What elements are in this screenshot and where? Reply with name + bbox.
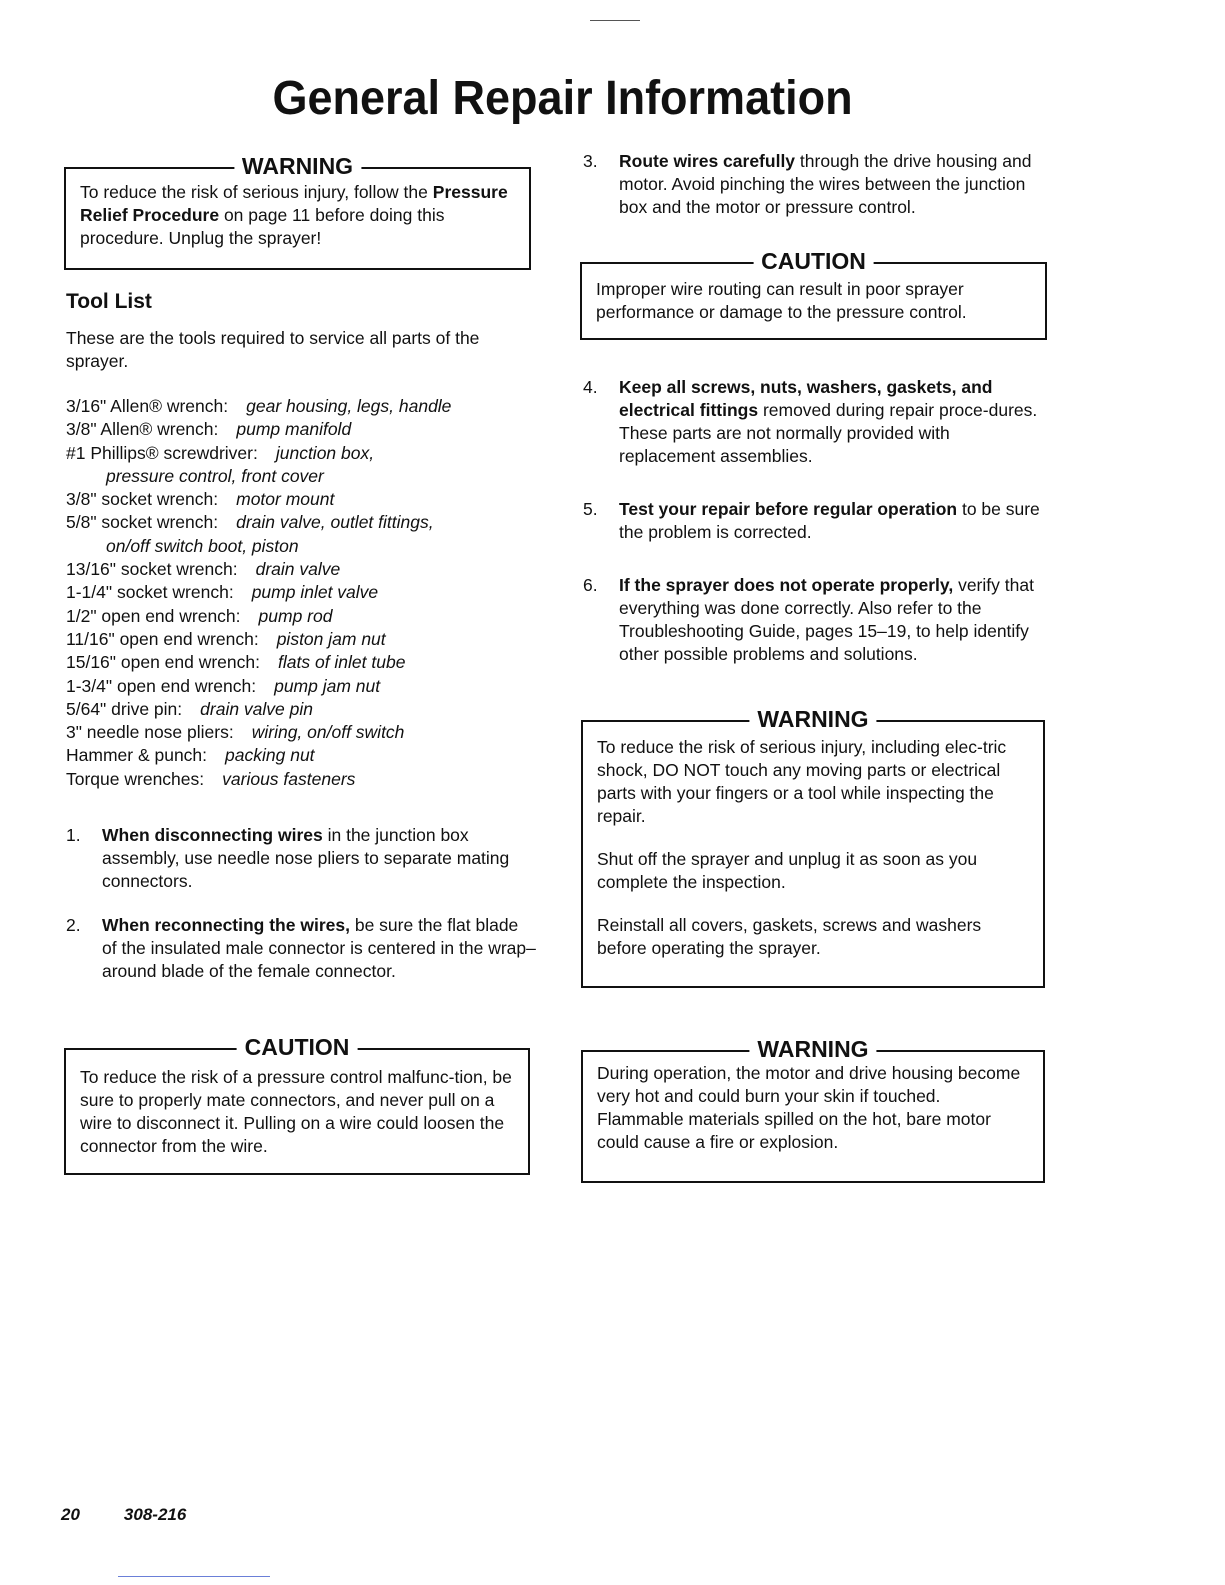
tool-list-intro: These are the tools required to service all parts of the sprayer. — [66, 328, 480, 371]
caution-box-wire-routing — [580, 248, 1047, 340]
tool-name: 5/64" drive pin: — [66, 698, 183, 719]
warning-text-before: To reduce the risk of serious injury, follow the — [80, 182, 433, 202]
tool-list-item — [66, 605, 536, 628]
tool-name: 1/2" open end wrench: — [66, 605, 241, 626]
tool-use: junction box, — [275, 442, 375, 463]
warning-paragraph: Shut off the sprayer and unplug it as soon as you complete the inspection. — [597, 849, 978, 892]
warning-paragraph: To reduce the risk of serious injury, including elec-tric shock, DO NOT touch any moving parts or electrical parts with your fingers or a tool while inspecting the repair. — [597, 737, 1007, 826]
step-number: 6. — [583, 575, 598, 595]
step-text: in the junction box assembly, use needle nose pliers to separate mating connectors. — [102, 825, 510, 891]
warning-box-title: WARNING — [234, 152, 361, 180]
tool-name: 3" needle nose pliers: — [66, 722, 234, 743]
tool-name: 11/16" open end wrench: — [66, 628, 259, 649]
page-number: 20 — [61, 1505, 80, 1524]
caution-box-connectors — [64, 1034, 530, 1175]
warning-paragraph: Reinstall all covers, gaskets, screws and washers before operating the sprayer. — [597, 915, 982, 958]
tool-use: drain valve — [255, 559, 341, 580]
tool-list-item — [66, 581, 536, 604]
step-6 — [583, 574, 1043, 666]
tool-use: pump jam nut — [274, 675, 381, 696]
tool-name: 3/8" socket wrench: — [66, 489, 219, 510]
step-5 — [583, 498, 1043, 544]
tool-name: 3/8" Allen® wrench: — [66, 419, 219, 440]
tool-use: piston jam nut — [276, 628, 386, 649]
step-text: through the drive housing and motor. Avoid pinching the wires between the junction box and the motor or pressure control. — [619, 151, 1032, 217]
caution-box-text: To reduce the risk of a pressure control malfunc-tion, be sure to properly mate connectors, and never pull on a wire to disconnect it. Pulling on a wire could loosen the connector from the wire. — [80, 1067, 512, 1156]
tool-use: pump rod — [258, 605, 333, 626]
step-bold: Keep all screws, nuts, washers, gaskets, and electrical fittings — [619, 377, 993, 420]
tool-use: drain valve, outlet fittings, — [236, 512, 434, 533]
tool-name: 3/16" Allen® wrench: — [66, 396, 229, 416]
tool-use: flats of inlet tube — [278, 652, 406, 673]
tool-use: gear housing, legs, handle — [246, 396, 452, 416]
tool-list-item — [66, 418, 536, 441]
warning-box-title: WARNING — [749, 705, 876, 733]
tool-use: pump manifold — [236, 419, 352, 440]
step-bold: When disconnecting wires — [102, 825, 323, 845]
step-4 — [583, 376, 1043, 468]
tool-name: 1-3/4" open end wrench: — [66, 675, 257, 696]
step-1 — [66, 824, 532, 893]
step-text: be sure the flat blade of the insulated male connector is centered in the wrap–around blade of the female connector. — [102, 915, 536, 981]
tool-list — [66, 395, 536, 791]
warning-box-text — [80, 181, 515, 250]
tool-list-item — [66, 768, 536, 791]
tool-list-item — [66, 628, 536, 651]
tool-use-continued: on/off switch boot, piston — [106, 535, 299, 556]
tool-list-item — [66, 395, 536, 418]
warning-box-title: WARNING — [749, 1035, 876, 1063]
tool-use: packing nut — [225, 745, 315, 766]
step-bold: Route wires carefully — [619, 151, 796, 171]
page-title: General Repair Information — [272, 69, 853, 125]
tool-list-item — [66, 511, 536, 558]
caution-box-title: CAUTION — [237, 1033, 358, 1061]
page-footer — [61, 1505, 186, 1525]
step-2 — [66, 914, 536, 983]
step-number: 1. — [66, 825, 81, 845]
step-text: verify that everything was done correctly. Also refer to the Troubleshooting Guide, pages 15–19, to help identify other possible problems and solutions. — [619, 575, 1034, 664]
tool-use: wiring, on/off switch — [251, 722, 405, 743]
tool-use: pump inlet valve — [251, 582, 379, 603]
tool-name: 15/16" open end wrench: — [66, 652, 260, 673]
tool-use-continued: pressure control, front cover — [106, 465, 324, 486]
step-number: 3. — [583, 151, 598, 171]
tool-use: drain valve pin — [200, 698, 314, 719]
tool-list-item — [66, 651, 536, 674]
caution-box-title: CAUTION — [753, 247, 874, 275]
step-text: to be sure the problem is corrected. — [619, 499, 1040, 542]
caution-box-text: Improper wire routing can result in poor sprayer performance or damage to the pressure control. — [596, 279, 967, 322]
tool-list-item — [66, 442, 536, 489]
tool-list-heading: Tool List — [66, 290, 152, 313]
step-number: 4. — [583, 377, 598, 397]
step-number: 5. — [583, 499, 598, 519]
warning-box-text: During operation, the motor and drive housing become very hot and could burn your skin if touched. Flammable materials spilled on the hot, bare motor could cause a fire or explosion. — [597, 1063, 1021, 1152]
step-3 — [583, 150, 1039, 219]
tool-list-item — [66, 675, 536, 698]
tool-name: Hammer & punch: — [66, 745, 208, 766]
tool-list-item — [66, 698, 536, 721]
tool-list-item — [66, 721, 536, 744]
tool-name: 13/16" socket wrench: — [66, 559, 238, 580]
tool-list-item — [66, 744, 536, 767]
step-bold: Test your repair before regular operation — [619, 499, 958, 519]
tool-use: motor mount — [236, 489, 335, 510]
step-text: removed during repair proce-dures. These parts are not normally provided with replacement assemblies. — [619, 400, 1038, 466]
document-number: 308-216 — [123, 1505, 187, 1524]
warning-box-pressure-relief — [64, 153, 531, 270]
tool-list-item — [66, 488, 536, 511]
warning-box-inspection — [581, 706, 1045, 988]
tool-name: 1-1/4" socket wrench: — [66, 582, 234, 603]
scan-artifact — [118, 1576, 270, 1577]
pressure-relief-procedure-ref: Pressure Relief Procedure — [80, 182, 508, 225]
step-number: 2. — [66, 915, 81, 935]
warning-text-after: on page 11 before doing this procedure. Unplug the sprayer! — [80, 205, 445, 248]
tool-name: #1 Phillips® screwdriver: — [66, 442, 258, 463]
tool-use: various fasteners — [222, 768, 356, 789]
tool-name: 5/8" socket wrench: — [66, 512, 219, 533]
tool-name: Torque wrenches: — [66, 768, 205, 789]
step-bold: If the sprayer does not operate properly, — [619, 575, 954, 595]
step-bold: When reconnecting the wires, — [102, 915, 350, 935]
tool-list-item — [66, 558, 536, 581]
scan-artifact — [590, 20, 640, 21]
warning-box-hot-motor — [581, 1036, 1045, 1183]
